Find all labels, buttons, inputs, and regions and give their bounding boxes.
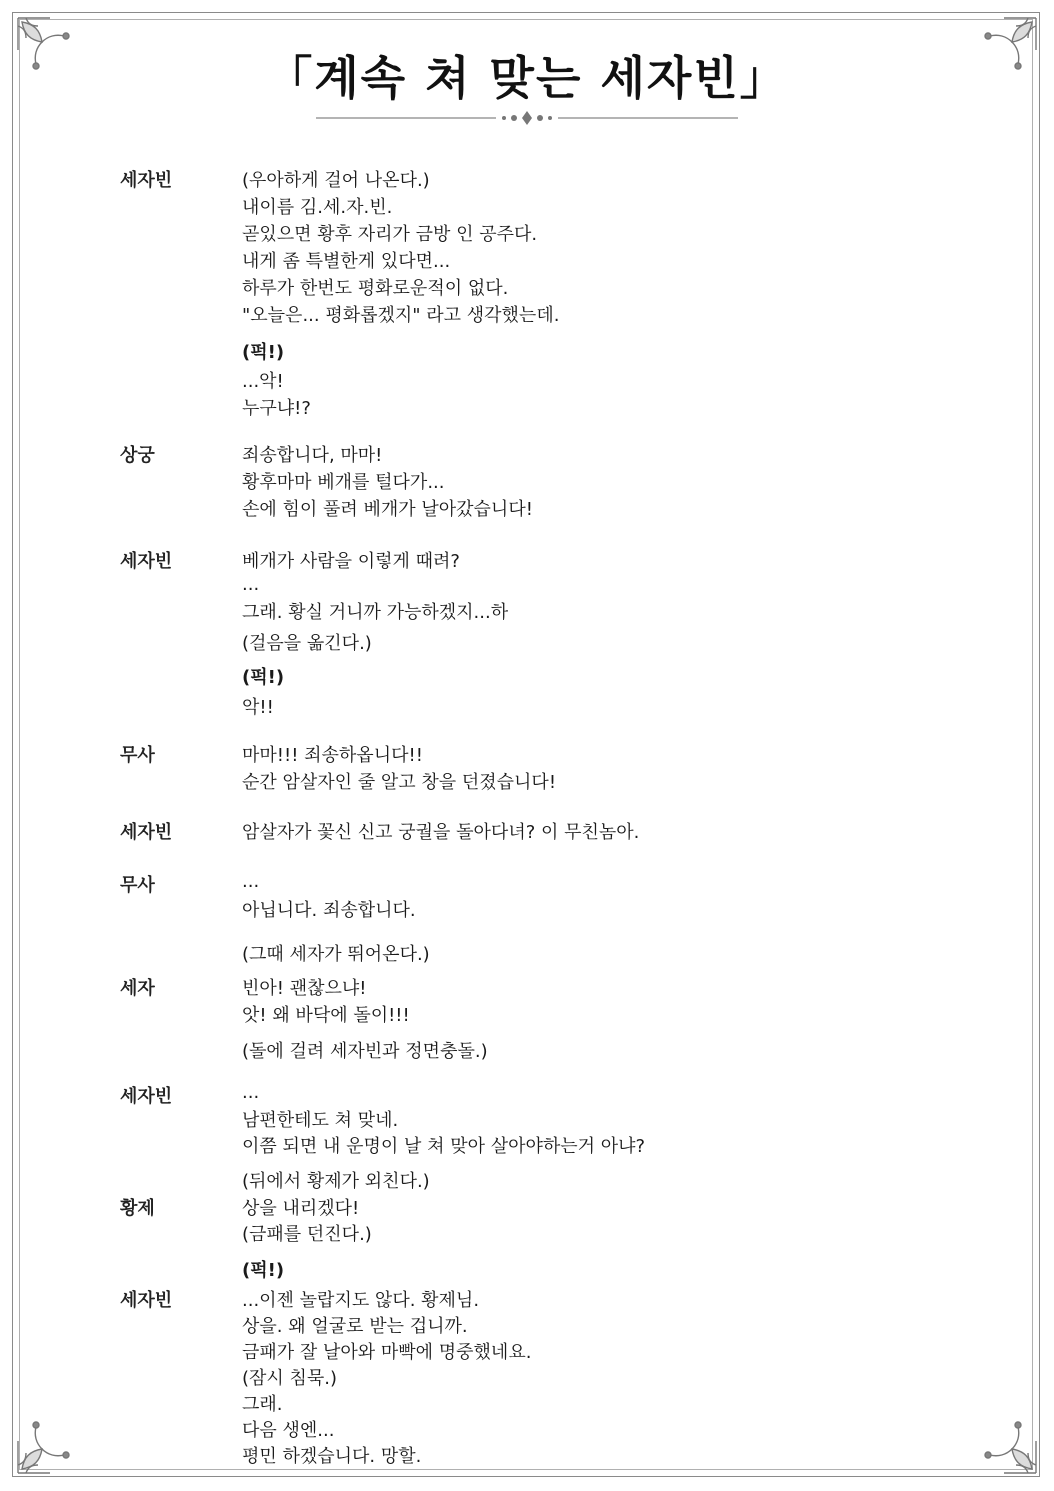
sound-effect-line: (퍽!) xyxy=(242,1260,285,1281)
dialogue-line: ... xyxy=(242,574,260,595)
dialogue-line: 남편한테도 쳐 맞네. xyxy=(242,1110,399,1131)
dialogue-line: (우아하게 걸어 나온다.) xyxy=(242,170,430,191)
speaker-name: 세자빈 xyxy=(120,822,173,843)
ornament-corner-icon xyxy=(14,1413,78,1477)
dialogue-line: 손에 힘이 풀려 베개가 날아갔습니다! xyxy=(242,499,533,520)
speaker-name: 상궁 xyxy=(120,445,155,466)
dialogue-line: 이쯤 되면 내 운명이 날 쳐 맞아 살아야하는거 아냐? xyxy=(242,1136,646,1157)
dialogue-line: 앗! 왜 바닥에 돌이!!! xyxy=(242,1005,410,1026)
dialogue-line: 아닙니다. 죄송합니다. xyxy=(242,900,416,921)
dialogue-line: 죄송합니다, 마마! xyxy=(242,445,383,466)
speaker-name: 세자빈 xyxy=(120,551,173,572)
dialogue-line: 순간 암살자인 줄 알고 창을 던졌습니다! xyxy=(242,772,557,793)
dialogue-line: 다음 생엔... xyxy=(242,1420,335,1441)
ornament-corner-icon xyxy=(976,1413,1040,1477)
dialogue-line: (돌에 걸려 세자빈과 정면충돌.) xyxy=(242,1041,488,1062)
ornament-divider-icon xyxy=(316,108,738,128)
speaker-name: 무사 xyxy=(120,745,155,766)
speaker-name: 황제 xyxy=(120,1198,155,1219)
speaker-name: 세자빈 xyxy=(120,170,173,191)
page-title: 「계속 쳐 맞는 세자빈」 xyxy=(266,51,788,105)
sound-effect-line: (퍽!) xyxy=(242,342,285,363)
speaker-name: 세자빈 xyxy=(120,1086,173,1107)
dialogue-line: 빈아! 괜찮으냐! xyxy=(242,978,367,999)
dialogue-line: 그래. xyxy=(242,1394,283,1415)
sound-effect-line: (퍽!) xyxy=(242,667,285,688)
dialogue-line: 내이름 김.세.자.빈. xyxy=(242,197,393,218)
dialogue-line: 베개가 사람을 이렇게 때려? xyxy=(242,551,460,572)
dialogue-line: (뒤에서 황제가 외친다.) xyxy=(242,1171,430,1192)
dialogue-line: (금패를 던진다.) xyxy=(242,1224,372,1245)
dialogue-line: (잠시 침묵.) xyxy=(242,1368,338,1389)
dialogue-line: 암살자가 꽃신 신고 궁궐을 돌아다녀? 이 무친놈아. xyxy=(242,822,640,843)
dialogue-line: "오늘은... 평화롭겠지" 라고 생각했는데. xyxy=(242,305,560,326)
dialogue-line: (그때 세자가 뛰어온다.) xyxy=(242,944,430,965)
dialogue-line: 금패가 잘 날아와 마빡에 명중했네요. xyxy=(242,1342,532,1363)
dialogue-line: 내게 좀 특별한게 있다면... xyxy=(242,251,451,272)
speaker-name: 무사 xyxy=(120,875,155,896)
dialogue-line: ... xyxy=(242,871,260,892)
dialogue-line: 황후마마 베개를 털다가... xyxy=(242,472,445,493)
dialogue-line: ...이젠 놀랍지도 않다. 황제님. xyxy=(242,1290,480,1311)
speaker-name: 세자 xyxy=(120,978,155,999)
dialogue-line: 하루가 한번도 평화로운적이 없다. xyxy=(242,278,509,299)
dialogue-line: 상을. 왜 얼굴로 받는 겁니까. xyxy=(242,1316,468,1337)
dialogue-line: 그래. 황실 거니까 가능하겠지...하 xyxy=(242,602,509,623)
dialogue-line: 누구냐!? xyxy=(242,398,311,419)
dialogue-line: 곧있으면 황후 자리가 금방 인 공주다. xyxy=(242,224,538,245)
dialogue-line: ... xyxy=(242,1082,260,1103)
speaker-name: 세자빈 xyxy=(120,1290,173,1311)
dialogue-line: 악!! xyxy=(242,697,274,718)
dialogue-line: 평민 하겠습니다. 망할. xyxy=(242,1446,422,1467)
dialogue-line: (걸음을 옮긴다.) xyxy=(242,633,372,654)
dialogue-line: ...악! xyxy=(242,371,284,392)
dialogue-line: 마마!!! 죄송하옵니다!! xyxy=(242,745,423,766)
dialogue-line: 상을 내리겠다! xyxy=(242,1198,360,1219)
